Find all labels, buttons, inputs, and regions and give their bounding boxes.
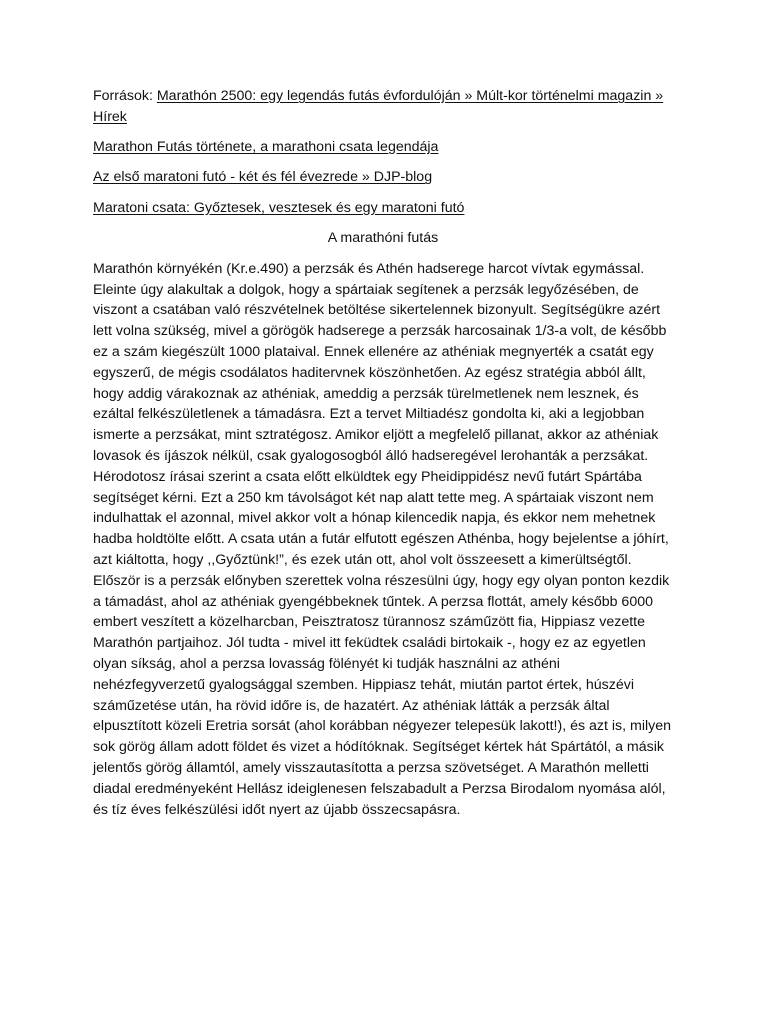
sources-prefix: Források: (93, 88, 157, 104)
document-title: A marathóni futás (327, 229, 439, 246)
source-line-3 (93, 167, 673, 188)
source-line-4 (93, 198, 673, 219)
source-line-2 (93, 137, 673, 158)
document-page (93, 86, 673, 820)
source-link-3[interactable]: Az első maratoni futó - két és fél évezrede » DJP-blog (93, 169, 433, 186)
source-link-4[interactable]: Maratoni csata: Győztesek, vesztesek és egy maratoni futó (93, 199, 465, 216)
source-link-2[interactable]: Marathon Futás története, a marathoni csata legendája (93, 139, 439, 156)
sources-line (93, 86, 673, 128)
source-link-1[interactable]: Marathón 2500: egy legendás futás évfordulóján » Múlt-kor történelmi magazin » Hírek (93, 88, 664, 125)
body-paragraph: Marathón környékén (Kr.e.490) a perzsák és Athén hadserege harcot vívtak egymással. Eleinte úgy alakultak a dolgok, hogy a spártaiak segítenek a perzsák legyőzésében, de viszont a csatában való részvételnek betöltése sikertelennek bizonyult. Segítségükre azért lett volna szükség, mivel a görögök hadserege a perzsák harcosainak 1/3-a volt, de később ez a szám kiegészült 1000 plataival. Ennek ellenére az athéniak megnyerték a csatát egy egyszerű, de mégis csodálatos haditervnek köszönhetően. Az egész stratégia abból állt, hogy addig várakoznak az athéniak, ameddig a perzsák türelmetlenek nem lesznek, és ezáltal felkészületlenek a támadásra. Ezt a tervet Miltiadész gondolta ki, aki a legjobban ismerte a perzsákat, mint sztratégosz. Amikor eljött a megfelelő pillanat, akkor az athéniak lovasok és íjászok nélkül, csak gyalogosogból álló hadseregével lerohanták a perzsákat. Hérodotosz írásai szerint a csata előtt elküldtek egy Pheidippidész nevű futárt Spártába segítséget kérni. Ezt a 250 km távolságot két nap alatt tette meg. A spártaiak viszont nem indulhattak el azonnal, mivel akkor volt a hónap kilencedik napja, és ekkor nem mehetnek hadba holdtölte előtt. A csata után a futár elfutott egészen Athénba, hogy bejelentse a jóhírt, azt kiáltotta, hogy ,,Győztünk!”, és ezek után ott, ahol volt összeesett a kimerültségtől. Először is a perzsák előnyben szerettek volna részesülni úgy, hogy egy olyan ponton kezdik a támadást, ahol az athéniak gyengébbeknek tűntek. A perzsa flottát, amely később 6000 embert veszített a közelharcban, Peisztratosz türannosz száműzött fia, Hippiasz vezette Marathón partjaihoz. Jól tudta - mivel itt feküdtek családi birtokaik -, hogy ez az egyetlen olyan síkság, ahol a perzsa lovasság fölényét ki tudják használni az athéni nehézfegyverzetű gyalogsággal szemben. Hippiasz tehát, miután partot értek, húszévi száműzetése után, ha rövid időre is, de hazatért. Az athéniak látták a perzsák által elpusztított közeli Eretria sorsát (ahol korábban négyezer telepesük lakott!), és azt is, milyen sok görög állam adott földet és vizet a hódítóknak. Segítséget kértek hát Spártától, a másik jelentős görög államtól, amely visszautasította a perzsa szövetséget. A Marathón melletti diadal eredményeként Hellász ideiglenesen felszabadult a Perzsa Birodalom nyomása alól, és tíz éves felkészülési időt nyert az újabb összecsapásra. (93, 260, 672, 818)
